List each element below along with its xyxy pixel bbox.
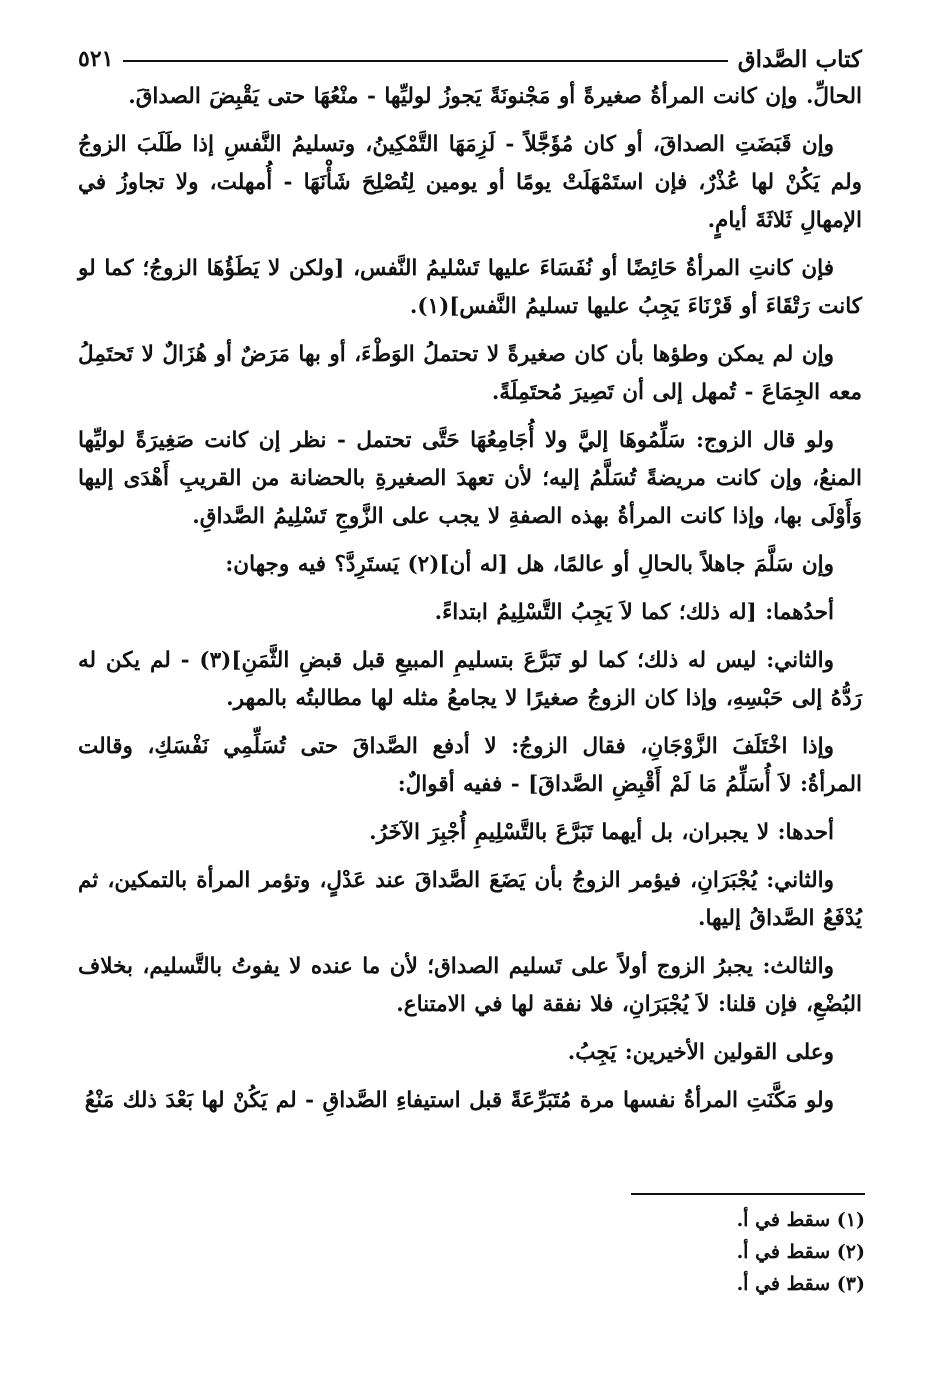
footnote: (٢) سقط في أ. — [736, 1241, 865, 1263]
footnote: (٣) سقط في أ. — [736, 1273, 865, 1295]
paragraph: وإن قَبَضَتِ الصداقَ، أو كان مُؤَجَّلاً - لَزِمَهَا التَّمْكِينُ، وتسليمُ النَّفسِ إذا طَلَبَ الزوجُ ولم يَكُنْ لها عُذْرٌ، فإن استَمْهَلَتْ يومًا أو يومين لِتُصْلِحَ شَأْنَهَا - أُمهلت، ولا تجاوزُ في الإمهالِ ثَلاثَةَ أيامٍ. — [78, 132, 862, 233]
paragraph: والثاني: ليس له ذلك؛ كما لو تَبَرَّعَ بتسليمِ المبيعِ قبل قبضِ الثَّمَنِ](٣) - لم يكن له رَدُّهُ إلى حَبْسِهِ، وإذا كان الزوجُ صغيرًا لا يجامعُ مثله لها مطالبتُه بالمهر. — [78, 648, 862, 711]
page-number: ٥٢١ — [78, 46, 114, 72]
footnote-rule — [631, 1193, 865, 1195]
paragraph: وعلى القولين الأخيرين: يَجِبُ. — [567, 1040, 834, 1065]
page-body — [78, 78, 862, 1120]
paragraph: أحدها: لا يجبران، بل أيهما تَبَرَّعَ بالتَّسْلِيمِ أُجْبِرَ الآخَرُ. — [369, 820, 834, 845]
header-rule — [123, 60, 727, 62]
paragraph: فإن كانتِ المرأةُ حَائِضًا أو نُفَسَاءَ عليها تَسْليمُ النَّفس، [ولكن لا يَطَؤُهَا الزوجُ؛ كما لو كانت رَتْقَاءَ أو قَرْنَاءَ يَجِبُ عليها تسليمُ النَّفس](١). — [78, 256, 862, 319]
paragraph: والثاني: يُجْبَرَانِ، فيؤمر الزوجُ بأن يَضَعَ الصَّداقَ عند عَدْلٍ، وتؤمر المرأة بالتمكين، ثم يُدْفَعُ الصَّداقُ إليها. — [78, 868, 862, 931]
paragraph: الحالِّ. وإن كانت المرأةُ صغيرةً أو مَجْنونَةً يَجوزُ لوليِّها - منْعُهَا حتى يَقْبِضَ الصداقَ. — [128, 84, 862, 109]
paragraph: أحدُهما: [له ذلك؛ كما لاَ يَجِبُ التَّسْلِيمُ ابتداءً. — [434, 600, 834, 625]
paragraph: وإن سَلَّمَ جاهلاً بالحالِ أو عالمًا، هل [له أن](٢) يَستَرِدَّ؟ فيه وجهان: — [225, 552, 834, 577]
paragraph: ولو مَكَّنَتِ المرأةُ نفسها مرة مُتَبَرِّعَةً قبل استيفاءِ الصَّداقِ - لم يَكُنْ لها بَعْدَ ذلك مَنْعُ — [84, 1088, 834, 1113]
paragraph: ولو قال الزوج: سَلِّمُوهَا إليَّ ولا أُجَامِعُهَا حَتَّى تحتمل - نظر إن كانت صَغِيرَةً لوليِّها المنعُ، وإن كانت مريضةً تُسَلَّمُ إليه؛ لأن تعهدَ الصغيرةِ بالحضانة من القريبِ أَهْدَى إليها وَأَوْلَى بها، وإذا كانت المرأةُ بهذه الصفةِ لا يجب على الزَّوجِ تَسْلِيمُ الصَّداقِ. — [78, 428, 862, 529]
footnote: (١) سقط في أ. — [736, 1209, 865, 1231]
page-header — [78, 40, 862, 78]
chapter-title: كتاب الصَّداق — [737, 45, 862, 73]
page — [78, 40, 862, 1120]
paragraph: وإن لم يمكن وطؤها بأن كان صغيرةً لا تحتملُ الوَطْءَ، أو بها مَرَضٌ أو هُزَالٌ لا تَحتَمِلُ معه الجِمَاعَ - تُمهل إلى أن تَصِيرَ مُحتَمِلَةً. — [78, 342, 862, 405]
paragraph: والثالث: يجبرُ الزوج أولاً على تَسليم الصداق؛ لأن ما عنده لا يفوتُ بالتَّسليم، بخلاف البُضْعِ، فإن قلنا: لاَ يُجْبَرَانِ، فلا نفقة لها في الامتناع. — [78, 954, 862, 1017]
footnotes — [465, 1204, 865, 1300]
paragraph: وإذا اخْتَلَفَ الزَّوْجَانِ، فقال الزوجُ: لا أدفع الصَّداقَ حتى تُسَلِّمِي نَفْسَكِ، وقالت المرأةُ: لاَ أُسَلِّمُ مَا لَمْ أَقْبِضِ الصَّداقَ] - ففيه أقوالٌ: — [78, 734, 862, 797]
